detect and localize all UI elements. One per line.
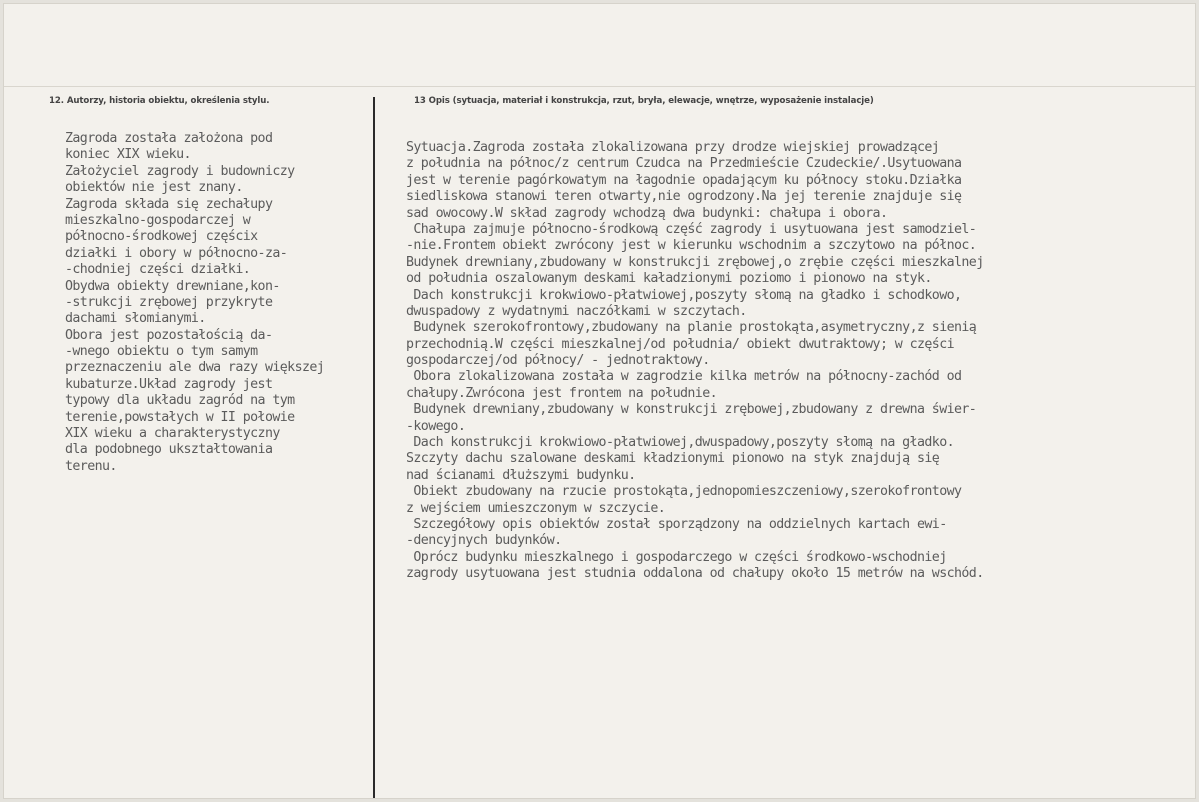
text-line: gospodarczej/od północy/ - jednotraktowy. [406, 353, 710, 369]
text-line: Obydwa obiekty drewniane,kon- [65, 278, 280, 294]
text-line: XIX wieku a charakterystyczny [65, 426, 280, 442]
text-line: Budynek drewniany,zbudowany w konstrukcji zrębowej,o zrębie części mieszkalnej [406, 254, 984, 270]
text-line: Zagroda została założona pod [65, 131, 273, 146]
text-line: Obora zlokalizowana została w zagrodzie kilka metrów na północny-zachód od [406, 369, 962, 385]
text-line: z południa na północ/z centrum Czudca na Przedmieście Czudeckie/.Usytuowana [406, 156, 962, 172]
document-sheet [4, 4, 1195, 798]
text-line: terenu. [65, 458, 117, 474]
text-line: chałupy.Zwrócona jest frontem na południe. [406, 385, 718, 401]
text-line: obiektów nie jest znany. [65, 180, 243, 196]
text-line: od południa oszalowanym deskami kaładzionymi poziomo i pionowo na styk. [406, 271, 932, 287]
text-line: terenie,powstałych w II połowie [65, 409, 295, 425]
text-line: Obora jest pozostałością da- [65, 327, 273, 343]
text-line: Szczyty dachu szalowane deskami kładzionymi pionowo na styk znajdują się [406, 451, 940, 467]
text-line: -chodniej części działki. [65, 262, 251, 278]
text-line: dwuspadowy z wydatnymi naczółkami w szczytach. [406, 303, 747, 319]
text-line: przechodnią.W części mieszkalnej/od południa/ obiekt dwutraktowy; w części [406, 336, 955, 352]
text-line: Dach konstrukcji krokwiowo-płatwiowej,dwuspadowy,poszyty słomą na gładko. [406, 435, 955, 451]
text-line: dla podobnego ukształtowania [65, 442, 273, 458]
text-line: Budynek szerokofrontowy,zbudowany na planie prostokąta,asymetryczny,z sienią [406, 320, 977, 336]
section-12-text [65, 131, 324, 475]
text-line: jest w terenie pagórkowatym na łagodnie opadającym ku północy stoku.Działka [406, 172, 962, 188]
text-line: -wnego obiektu o tym samym [65, 344, 258, 360]
text-line: Szczegółowy opis obiektów został sporządzony na oddzielnych kartach ewi- [406, 516, 947, 532]
text-line: zagrody usytuowana jest studnia oddalona od chałupy około 15 metrów na wschód. [406, 566, 984, 582]
text-line: działki i obory w północno-za- [65, 245, 288, 261]
text-line: Dach konstrukcji krokwiowo-płatwiowej,poszyty słomą na gładko i schodkowo, [406, 287, 962, 303]
text-line: koniec XIX wieku. [65, 147, 191, 163]
text-line: siedliskowa stanowi teren otwarty,nie ogrodzony.Na jej terenie znajduje się [406, 189, 962, 205]
text-line: Zagroda składa się zechałupy [65, 196, 273, 212]
text-line: Budynek drewniany,zbudowany w konstrukcji zrębowej,zbudowany z drewna świer- [406, 402, 977, 418]
text-line: Chałupa zajmuje północno-środkową część zagrody i usytuowana jest samodziel- [406, 221, 977, 237]
text-line: dachami słomianymi. [65, 311, 206, 327]
section-12-heading: 12. Autorzy, historia obiektu, określenia stylu. [49, 96, 270, 106]
section-13-heading: 13 Opis (sytuacja, materiał i konstrukcja, rzut, bryła, elewacje, wnętrze, wyposażenie instalacje) [414, 96, 874, 106]
text-line: Obiekt zbudowany na rzucie prostokąta,jednopomieszczeniowy,szerokofrontowy [406, 484, 962, 500]
text-line: Założyciel zagrody i budowniczy [65, 163, 295, 179]
text-line: -dencyjnych budynków. [406, 533, 562, 549]
text-line: nad ścianami dłuższymi budynku. [406, 467, 636, 483]
section-13-text [406, 140, 984, 583]
text-line: kubaturze.Układ zagrody jest [65, 376, 273, 392]
text-line: Sytuacja.Zagroda została zlokalizowana przy drodze wiejskiej prowadzącej [406, 140, 940, 155]
text-line: -kowego. [406, 418, 466, 434]
text-line: przeznaczeniu ale dwa razy większej [65, 360, 325, 376]
text-line: z wejściem umieszczonym w szczycie. [406, 500, 666, 516]
text-line: -strukcji zrębowej przykryte [65, 294, 273, 310]
column-divider [373, 97, 375, 798]
top-rule [4, 86, 1195, 87]
text-line: mieszkalno-gospodarczej w [65, 212, 251, 228]
text-line: sad owocowy.W skład zagrody wchodzą dwa budynki: chałupa i obora. [406, 205, 888, 221]
text-line: typowy dla układu zagród na tym [65, 393, 295, 409]
text-line: północno-środkowej częścix [65, 229, 258, 245]
text-line: Oprócz budynku mieszkalnego i gospodarczego w części środkowo-wschodniej [406, 549, 947, 565]
text-line: -nie.Frontem obiekt zwrócony jest w kierunku wschodnim a szczytowo na północ. [406, 238, 977, 254]
